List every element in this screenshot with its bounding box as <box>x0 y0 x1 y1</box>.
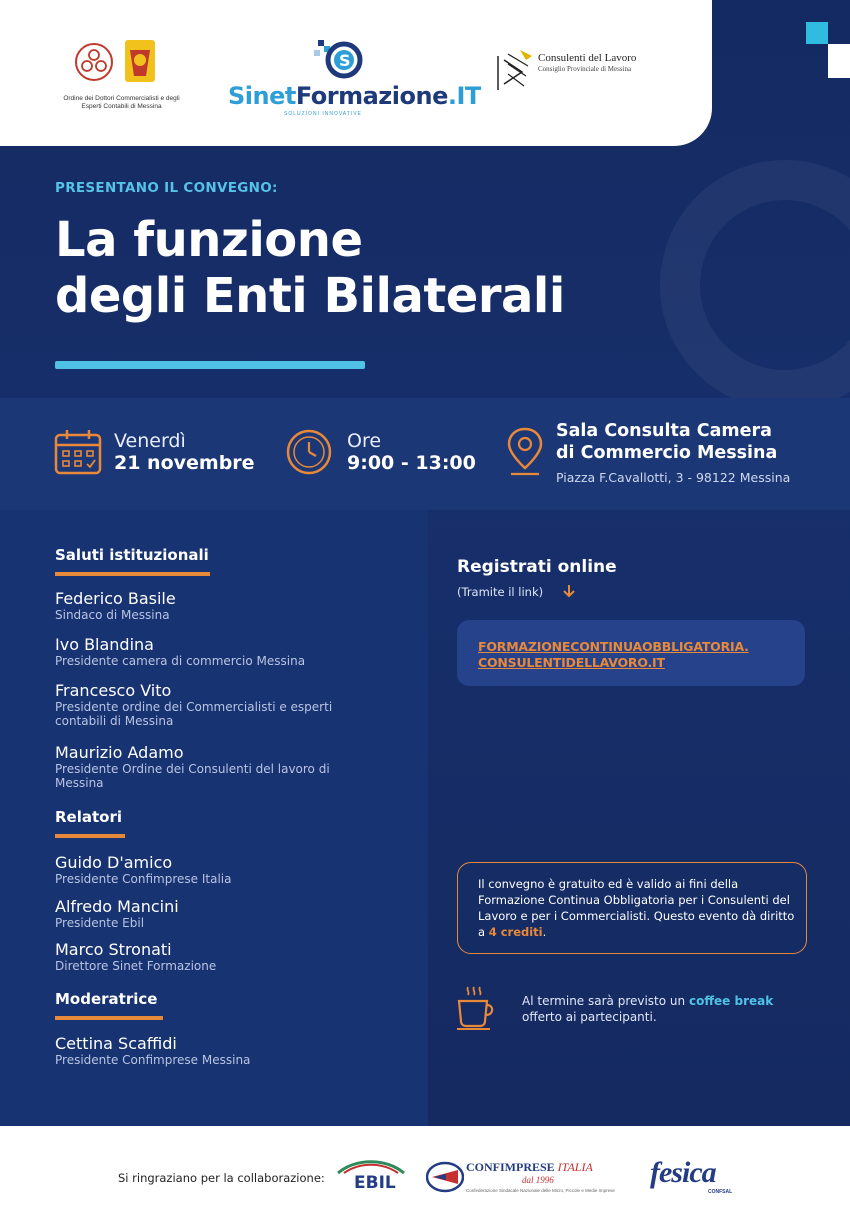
coffee-text-after: offerto ai partecipanti. <box>522 1010 657 1024</box>
fesica-subtitle: CONFSAL <box>708 1189 733 1195</box>
speaker-item <box>55 940 375 973</box>
event-time <box>347 430 476 474</box>
decorative-square <box>806 22 828 44</box>
speaker-name: Francesco Vito <box>55 681 172 700</box>
credits-body: Il convegno è gratuito ed è valido ai fini della Formazione Continua Obbligatoria per i Consulenti del Lavoro e per i Commercialisti. Questo evento dà diritto a <box>478 877 795 939</box>
moderatrice-heading: Moderatrice <box>55 990 158 1008</box>
sinet-word-1: Sinet <box>228 82 296 110</box>
event-date <box>114 430 255 474</box>
cdl-subtitle: Consiglio Provinciale di Messina <box>538 65 632 73</box>
confimprese-logo <box>426 1158 626 1198</box>
cdl-title: Consulenti del Lavoro <box>538 52 637 64</box>
decorative-square <box>828 44 850 66</box>
sinet-tagline: SOLUZIONI INNOVATIVE <box>284 111 362 117</box>
speaker-role: Presidente Ordine dei Consulenti del lavoro di Messina <box>55 762 330 790</box>
arrow-down-icon <box>562 584 576 598</box>
registration-subtitle: (Tramite il link) <box>457 585 544 599</box>
title-underline <box>55 361 365 369</box>
venue-address: Piazza F.Cavallotti, 3 - 98122 Messina <box>556 470 791 485</box>
svg-text:S: S <box>339 51 351 70</box>
cdl-emblem-icon <box>492 46 536 96</box>
odcec-caption: Ordine dei Dottori Commercialisti e degli Esperti Contabili di Messina <box>63 95 180 110</box>
presenter-label: PRESENTANO IL CONVEGNO: <box>55 180 278 196</box>
confimprese-wordmark <box>466 1160 593 1175</box>
time-label: Ore <box>347 430 382 452</box>
speaker-name: Ivo Blandina <box>55 635 154 654</box>
credits-text <box>478 876 796 940</box>
speaker-name: Maurizio Adamo <box>55 743 184 762</box>
decorative-s-ring <box>660 160 850 410</box>
odcec-emblem-icon <box>54 36 189 94</box>
speaker-name: Marco Stronati <box>55 940 172 959</box>
speaker-item <box>55 589 375 622</box>
sinet-wordmark <box>228 82 481 110</box>
registration-link-line-2[interactable]: CONSULENTIDELLAVORO.IT <box>478 655 665 670</box>
speaker-item <box>55 681 355 728</box>
speaker-role: Presidente ordine dei Commercialisti e esperti contabili di Messina <box>55 700 333 728</box>
speaker-role: Presidente Ebil <box>55 916 145 930</box>
credits-end: . <box>542 925 547 939</box>
registration-link-line-1[interactable]: FORMAZIONECONTINUAOBBLIGATORIA. <box>478 639 749 654</box>
speaker-item <box>55 635 375 668</box>
cdl-logo <box>492 46 662 106</box>
ebil-arc-icon <box>336 1158 406 1174</box>
thanks-text: Si ringraziano per la collaborazione: <box>118 1171 325 1185</box>
event-title-line-1: La funzione <box>55 212 363 268</box>
date-value: 21 novembre <box>114 452 255 474</box>
speaker-role: Sindaco di Messina <box>55 608 170 622</box>
confimprese-since: dal 1996 <box>522 1175 554 1185</box>
speaker-name: Federico Basile <box>55 589 176 608</box>
venue-line-1: Sala Consulta Camera <box>556 421 772 441</box>
speaker-name: Cettina Scaffidi <box>55 1034 177 1053</box>
speaker-item <box>55 897 375 930</box>
sinet-word-2: Formazione <box>295 82 448 110</box>
coffee-text-before: Al termine sarà previsto un <box>522 994 686 1008</box>
odcec-logo <box>54 36 184 114</box>
event-title-line-2: degli Enti Bilaterali <box>55 268 565 324</box>
day-label: Venerdì <box>114 430 186 452</box>
credits-highlight: 4 crediti <box>488 925 543 939</box>
speaker-name: Alfredo Mancini <box>55 897 179 916</box>
saluti-heading: Saluti istituzionali <box>55 546 209 564</box>
speaker-item <box>55 743 350 790</box>
venue-line-2: di Commercio Messina <box>556 443 778 463</box>
coffee-highlight: coffee break <box>688 994 774 1008</box>
ebil-logo <box>336 1158 406 1192</box>
moderatrice-underline <box>55 1016 163 1020</box>
coffee-break-note <box>522 993 802 1025</box>
fesica-logo <box>650 1156 750 1196</box>
relatori-heading: Relatori <box>55 808 123 826</box>
venue-name <box>556 420 777 464</box>
time-value: 9:00 - 13:00 <box>347 452 476 474</box>
decorative-square <box>828 66 850 78</box>
sinet-logo <box>228 38 481 118</box>
speaker-role: Presidente Confimprese Messina <box>55 1053 251 1067</box>
confimprese-emblem-icon <box>426 1158 464 1196</box>
speaker-role: Direttore Sinet Formazione <box>55 959 217 973</box>
clock-icon <box>285 428 333 476</box>
sinet-s-icon <box>312 38 372 82</box>
speaker-name: Guido D'amico <box>55 853 173 872</box>
speaker-role: Presidente camera di commercio Messina <box>55 654 306 668</box>
coffee-cup-icon <box>456 985 498 1031</box>
location-pin-icon <box>505 426 545 478</box>
speaker-item <box>55 1034 375 1067</box>
saluti-underline <box>55 572 210 576</box>
confimprese-name-2: ITALIA <box>557 1160 593 1174</box>
sinet-word-3: .IT <box>447 82 481 110</box>
ebil-wordmark: EBIL <box>354 1173 396 1193</box>
speaker-role: Presidente Confimprese Italia <box>55 872 232 886</box>
registration-link[interactable] <box>478 639 808 671</box>
relatori-underline <box>55 834 125 838</box>
registration-title: Registrati online <box>457 557 617 577</box>
confimprese-fine-print: Confederazione Sindacale Nazionale delle Micro, Piccole e Medie Imprese <box>466 1188 615 1193</box>
fesica-wordmark: fesica <box>650 1156 716 1189</box>
event-title <box>55 212 565 324</box>
calendar-icon <box>54 429 102 475</box>
header-logos <box>0 0 712 146</box>
speaker-item <box>55 853 375 886</box>
confimprese-name-1: CONFIMPRESE <box>466 1160 555 1174</box>
